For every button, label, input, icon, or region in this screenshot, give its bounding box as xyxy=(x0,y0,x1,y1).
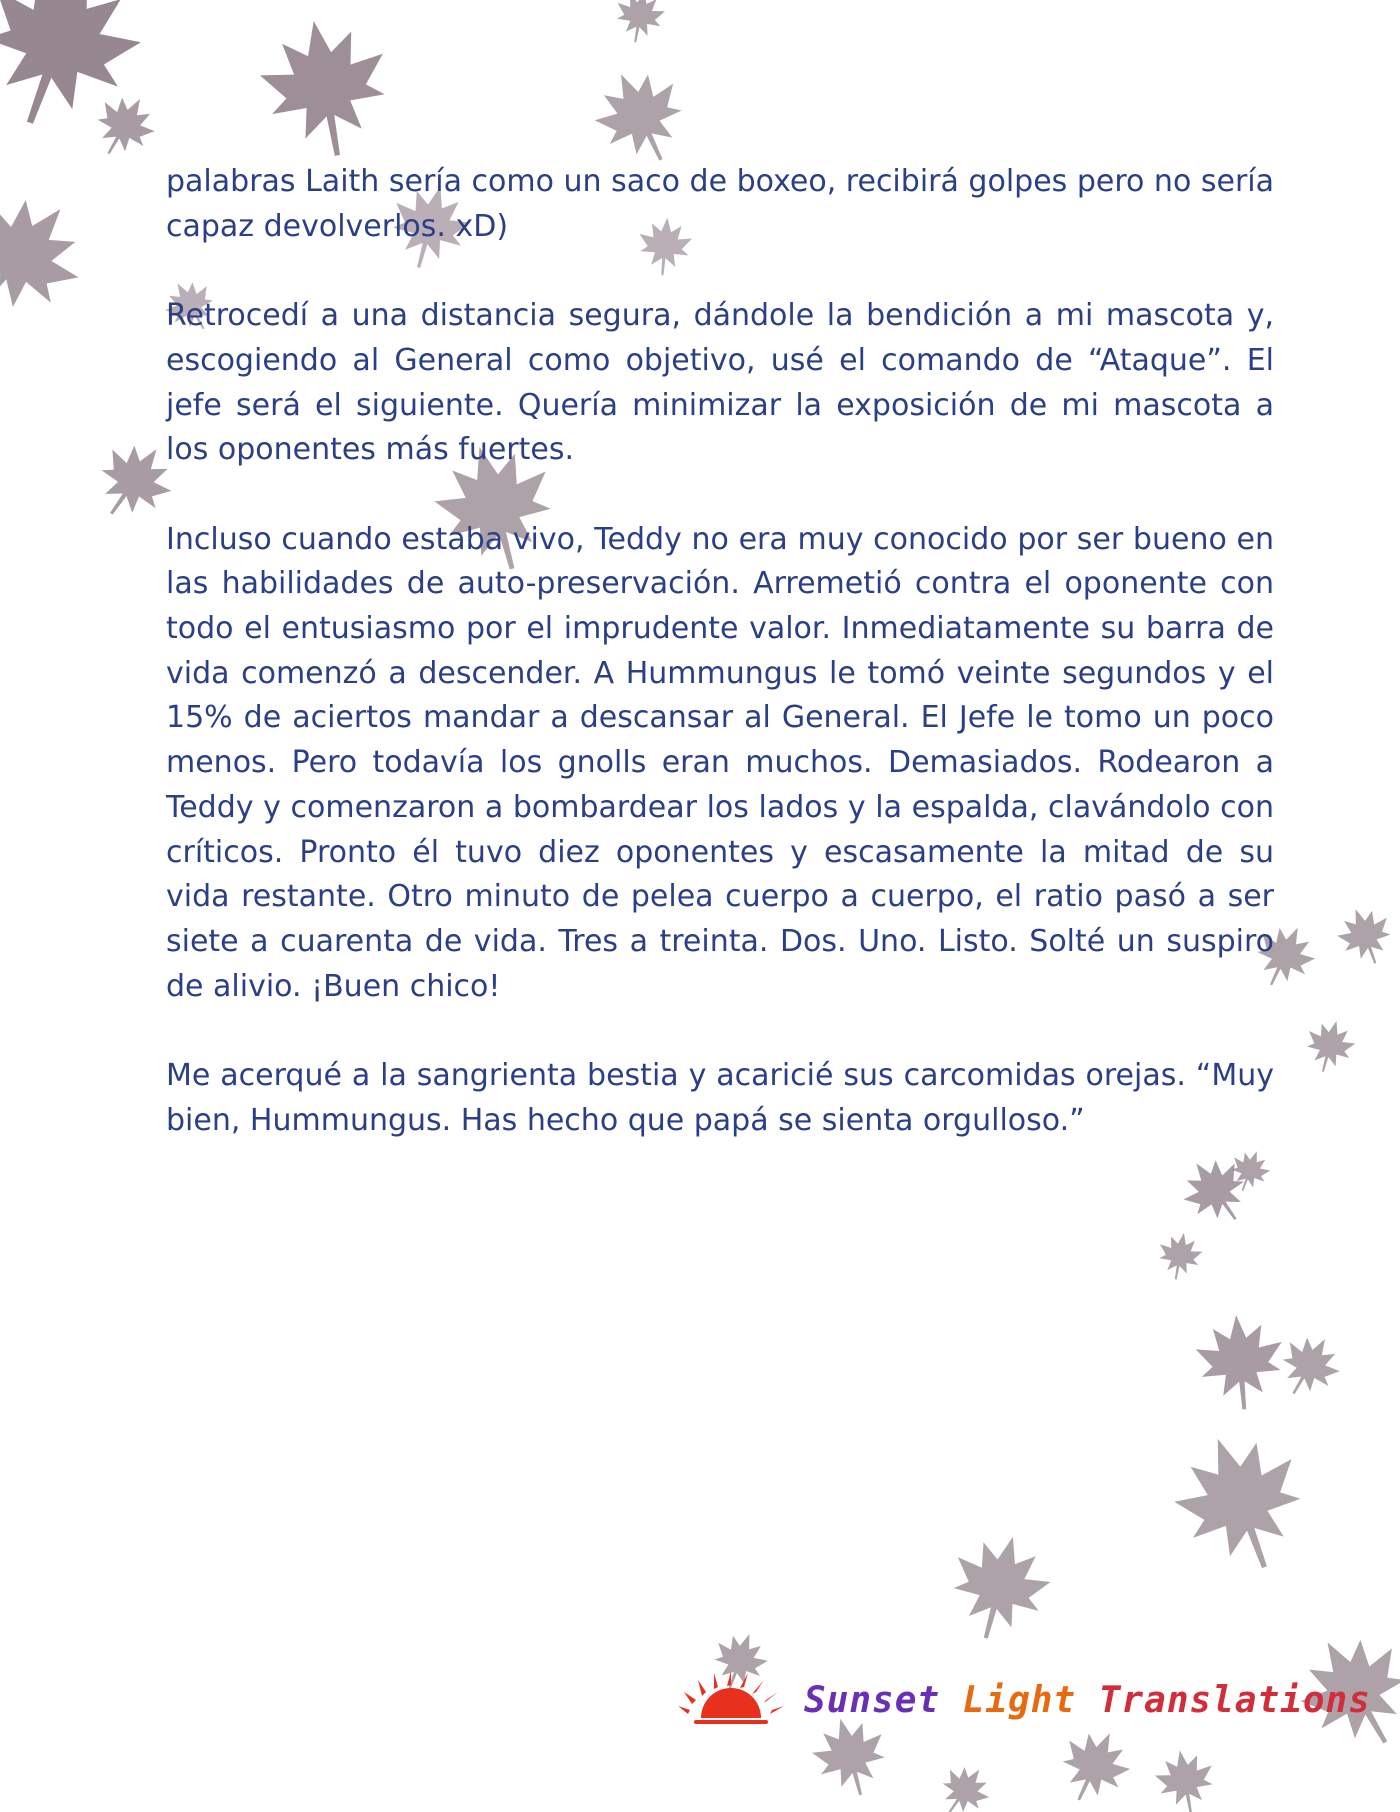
maple-leaf-icon xyxy=(0,172,105,343)
paragraph: Incluso cuando estaba vivo, Teddy no era muy conocido por ser bueno en las habilidades de auto-preservación. Arremetió contra el oponente con todo el entusiasmo por el imprudente valor. Inmediatamente su barra de vida comenzó a descender. A Hummungus le tomó veinte segundos y el 15% de aciertos mandar a descansar al General. El Jefe le tomo un poco menos. Pero todavía los gnolls eran muchos. Demasiados. Rodearon a Teddy y comenzaron a bombardear los lados y la espalda, clavándolo con críticos. Pronto él tuvo diez oponentes y escasamente la mitad de su vida restante. Otro minuto de pelea cuerpo a cuerpo, el ratio pasó a ser siete a cuarenta de vida. Tres a treinta. Dos. Uno. Listo. Solté un suspiro de alivio. ¡Buen chico! xyxy=(166,521,1274,1004)
logo-word-light: Light xyxy=(962,1679,1077,1721)
logo-text xyxy=(804,1680,1371,1721)
logo-word-sunset: Sunset xyxy=(804,1679,941,1721)
translator-logo xyxy=(676,1670,1371,1730)
paragraph: Me acerqué a la sangrienta bestia y acaricié sus carcomidas orejas. “Muy bien, Hummungus. Has hecho que papá se sienta orgulloso.” xyxy=(166,1058,1274,1138)
maple-leaf-icon xyxy=(939,1524,1059,1650)
maple-leaf-icon xyxy=(84,85,165,168)
maple-leaf-icon xyxy=(930,1756,999,1812)
maple-leaf-icon xyxy=(1300,1015,1360,1078)
maple-leaf-icon xyxy=(1048,1719,1140,1812)
document-body xyxy=(166,160,1274,1188)
maple-leaf-icon xyxy=(612,0,668,46)
sunset-icon xyxy=(676,1670,786,1730)
maple-leaf-icon xyxy=(1193,1311,1287,1413)
maple-leaf-icon xyxy=(1154,1229,1205,1283)
maple-leaf-icon xyxy=(1151,1745,1219,1812)
maple-leaf-icon xyxy=(1269,1325,1350,1408)
maple-leaf-icon xyxy=(252,10,399,166)
paragraph: palabras Laith sería como un saco de boxeo, recibirá golpes pero no sería capaz devolverlos. xD) xyxy=(166,164,1274,244)
logo-word-translations: Translations xyxy=(1098,1679,1371,1721)
paragraph: Retrocedí a una distancia segura, dándole la bendición a mi mascota y, escogiendo al General como objetivo, usé el comando de “Ataque”. El jefe será el siguiente. Quería minimizar la exposición de mi mascota a los oponentes más fuertes. xyxy=(166,298,1274,468)
maple-leaf-icon xyxy=(1159,1418,1323,1589)
maple-leaf-icon xyxy=(1331,900,1400,972)
